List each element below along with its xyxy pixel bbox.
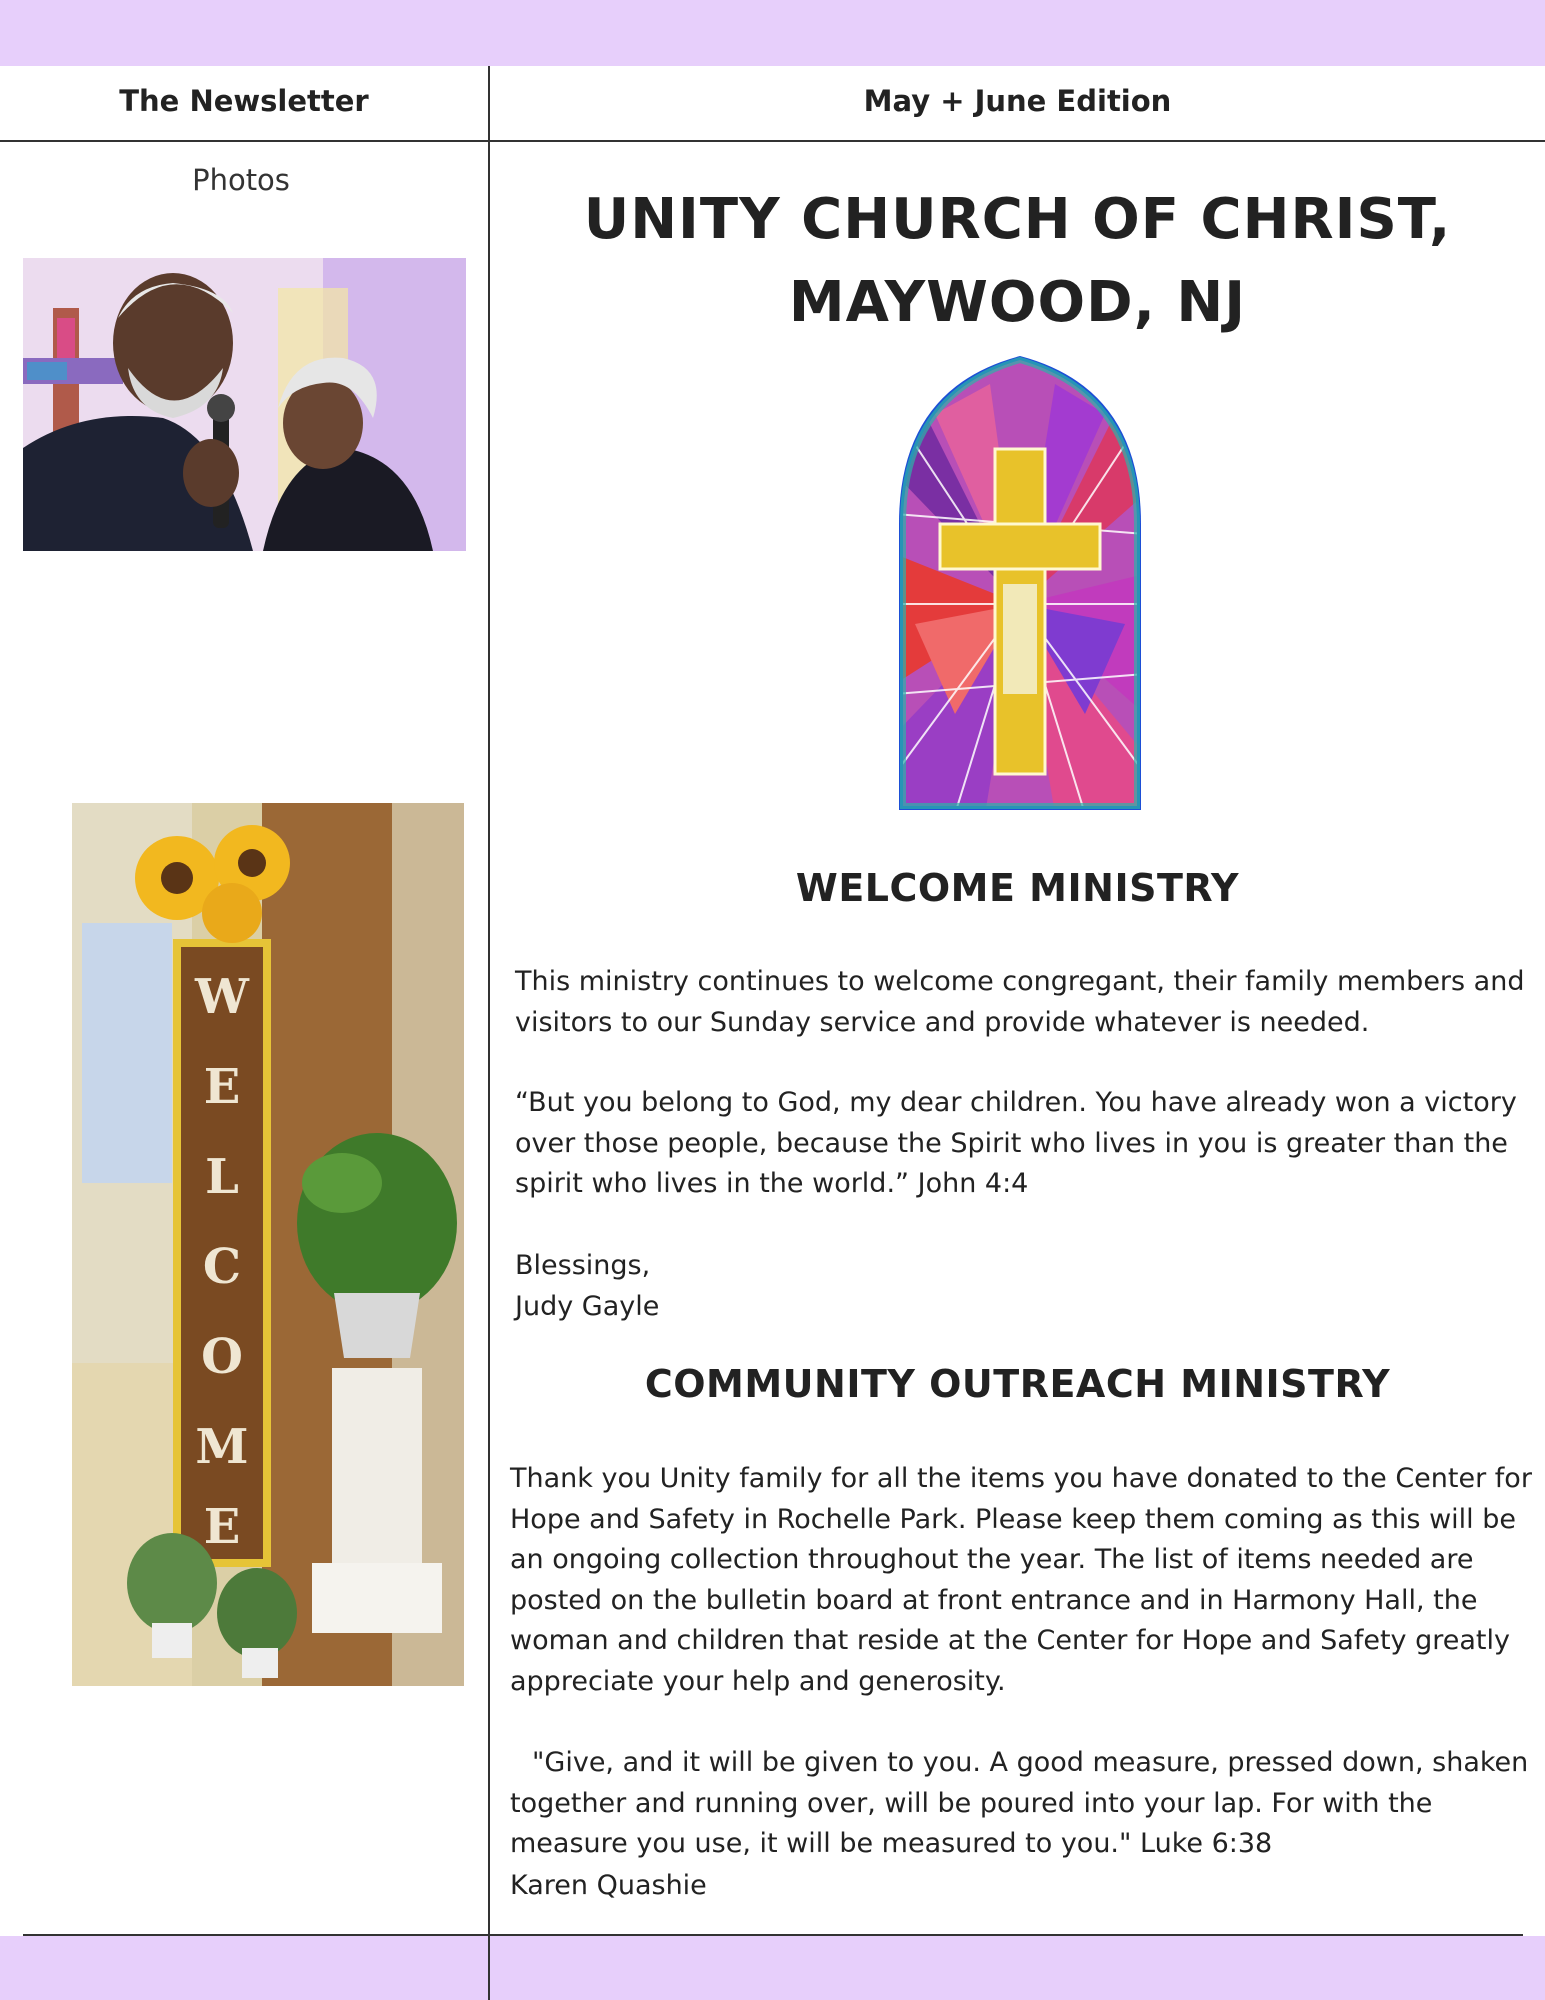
- svg-text:E: E: [203, 1059, 241, 1115]
- photo-welcome-sign: [72, 803, 464, 1686]
- stained-glass-window-illustration: [895, 354, 1145, 814]
- newsletter-label: The Newsletter: [119, 84, 369, 118]
- svg-text:M: M: [195, 1419, 249, 1475]
- header-divider: [0, 140, 1545, 142]
- svg-text:O: O: [201, 1329, 243, 1385]
- community-outreach-heading: COMMUNITY OUTREACH MINISTRY: [644, 1362, 1391, 1406]
- svg-text:W: W: [195, 969, 249, 1025]
- svg-text:L: L: [205, 1149, 239, 1205]
- bottom-band: [0, 1936, 1545, 2000]
- welcome-signature: Judy Gayle: [515, 1291, 660, 1322]
- welcome-scripture-quote: “But you belong to God, my dear children. You have already won a victory over those people, because the Spirit who lives in you is greater than the spirit who lives in the world.” John 4:4: [515, 1087, 1517, 1199]
- welcome-closing: Blessings,: [515, 1250, 651, 1281]
- edition-label: May + June Edition: [863, 84, 1172, 118]
- column-divider: [488, 66, 490, 2000]
- svg-text:E: E: [203, 1499, 241, 1555]
- photos-label: Photos: [192, 163, 290, 197]
- church-title-line1: UNITY CHURCH OF CHRIST,: [583, 187, 1452, 252]
- community-paragraph: Thank you Unity family for all the items you have donated to the Center for Hope and Safety in Rochelle Park. Please keep them coming as this will be an ongoing collection throughout the year. The list of items needed are posted on the bulletin board at front entrance and in Harmony Hall, the woman and children that reside at the Center for Hope and Safety greatly appreciate your help and generosity.: [510, 1463, 1532, 1697]
- welcome-paragraph: This ministry continues to welcome congregant, their family members and visitors to our Sunday service and provide whatever is needed.: [515, 966, 1525, 1038]
- community-signature: Karen Quashie: [510, 1870, 707, 1901]
- church-title: [490, 178, 1545, 344]
- church-title-line2: MAYWOOD, NJ: [788, 270, 1247, 335]
- welcome-ministry-heading: WELCOME MINISTRY: [795, 866, 1240, 910]
- svg-text:C: C: [202, 1239, 242, 1295]
- top-band: [0, 0, 1545, 66]
- community-scripture-quote: "Give, and it will be given to you. A good measure, pressed down, shaken together and running over, will be poured into your lap. For with the measure you use, it will be measured to you." Luke 6:38: [510, 1747, 1529, 1859]
- photo-couple-speaking: [23, 258, 466, 551]
- footer-column-divider: [488, 1936, 490, 2000]
